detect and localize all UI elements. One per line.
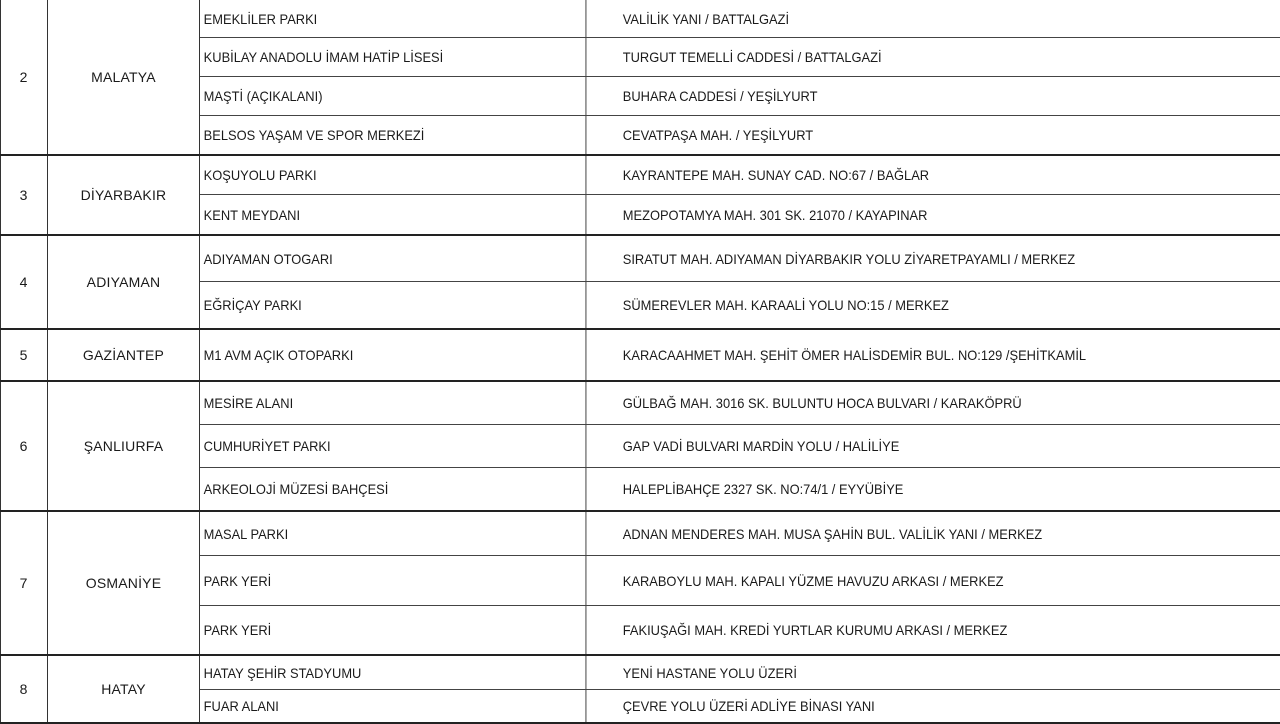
place-address: YENİ HASTANE YOLU ÜZERİ (622, 664, 797, 681)
row-number: 2 (0, 0, 48, 154)
place-address: SÜMEREVLER MAH. KARAALİ YOLU NO:15 / MERKEZ (622, 297, 949, 313)
city-block (0, 330, 1280, 382)
row-number: 6 (0, 382, 48, 510)
table-left-border (0, 512, 1, 654)
location-rows (200, 236, 1280, 328)
place-address: CEVATPAŞA MAH. / YEŞİLYURT (622, 127, 814, 143)
city-name: ŞANLIURFA (48, 382, 200, 510)
place-name: ADIYAMAN OTOGARI (200, 236, 586, 281)
place-name: BELSOS YAŞAM VE SPOR MERKEZİ (200, 116, 586, 154)
table-left-border (0, 156, 1, 234)
location-rows (200, 512, 1280, 654)
place-name: KENT MEYDANI (200, 195, 586, 234)
table-left-border (0, 0, 1, 154)
place-address: VALİLİK YANI / BATTALGAZİ (622, 10, 790, 27)
place-address: BUHARA CADDESİ / YEŞİLYURT (622, 88, 818, 104)
place-name: FUAR ALANI (200, 690, 586, 722)
table-row (200, 656, 1280, 690)
city-block (0, 236, 1280, 330)
place-name: MESİRE ALANI (200, 382, 586, 424)
place-address: ÇEVRE YOLU ÜZERİ ADLİYE BİNASI YANI (622, 698, 875, 714)
city-name: DİYARBAKIR (48, 156, 200, 234)
location-rows (200, 156, 1280, 234)
table-row (200, 38, 1280, 77)
place-name: PARK YERİ (200, 606, 586, 654)
place-name: CUMHURİYET PARKI (200, 425, 586, 467)
table-row (200, 195, 1280, 234)
place-name: KUBİLAY ANADOLU İMAM HATİP LİSESİ (200, 38, 586, 76)
table-row (200, 425, 1280, 468)
table-row (200, 236, 1280, 282)
table-row (200, 468, 1280, 510)
table-row (200, 606, 1280, 654)
place-address: GÜLBAĞ MAH. 3016 SK. BULUNTU HOCA BULVARI / KARAKÖPRÜ (622, 395, 1022, 411)
row-number: 7 (0, 512, 48, 654)
table-row (200, 77, 1280, 116)
city-name: GAZİANTEP (48, 330, 200, 380)
place-address: MEZOPOTAMYA MAH. 301 SK. 21070 / KAYAPINAR (622, 206, 928, 223)
table-left-border (0, 330, 1, 380)
table-row (200, 690, 1280, 722)
location-rows (200, 330, 1280, 380)
city-block (0, 0, 1280, 156)
table-row (200, 0, 1280, 38)
place-name: KOŞUYOLU PARKI (200, 156, 586, 194)
location-rows (200, 656, 1280, 722)
table-row (200, 116, 1280, 154)
table-left-border (0, 656, 1, 722)
row-number: 5 (0, 330, 48, 380)
table-row (200, 382, 1280, 425)
place-name: M1 AVM AÇIK OTOPARKI (200, 330, 586, 380)
city-block (0, 512, 1280, 656)
city-block (0, 156, 1280, 236)
place-name: ARKEOLOJİ MÜZESİ BAHÇESİ (200, 468, 586, 510)
place-name: PARK YERİ (200, 556, 586, 605)
table-row (200, 512, 1280, 556)
table-row (200, 156, 1280, 195)
place-address: KARABOYLU MAH. KAPALI YÜZME HAVUZU ARKASI / MERKEZ (622, 572, 1004, 589)
place-address: TURGUT TEMELLİ CADDESİ / BATTALGAZİ (622, 49, 882, 65)
city-block (0, 382, 1280, 512)
place-address: KAYRANTEPE MAH. SUNAY CAD. NO:67 / BAĞLAR (622, 167, 930, 183)
place-name: HATAY ŞEHİR STADYUMU (200, 656, 586, 689)
location-rows (200, 382, 1280, 510)
row-number: 8 (0, 656, 48, 722)
place-address: SIRATUT MAH. ADIYAMAN DİYARBAKIR YOLU ZİYARETPAYAMLI / MERKEZ (622, 250, 1076, 267)
table-row (200, 330, 1280, 380)
place-address: KARACAAHMET MAH. ŞEHİT ÖMER HALİSDEMİR BUL. NO:129 /ŞEHİTKAMİL (622, 347, 1087, 363)
place-name: EMEKLİLER PARKI (200, 0, 586, 37)
location-rows (200, 0, 1280, 154)
city-name: OSMANİYE (48, 512, 200, 654)
city-block (0, 656, 1280, 724)
place-name: MASAL PARKI (200, 512, 586, 555)
place-address: FAKIUŞAĞI MAH. KREDİ YURTLAR KURUMU ARKASI / MERKEZ (622, 622, 1008, 638)
table-row (200, 282, 1280, 328)
city-name: ADIYAMAN (48, 236, 200, 328)
row-number: 4 (0, 236, 48, 328)
place-address: ADNAN MENDERES MAH. MUSA ŞAHİN BUL. VALİLİK YANI / MERKEZ (622, 525, 1043, 542)
city-name: HATAY (48, 656, 200, 722)
table-row (200, 556, 1280, 606)
row-number: 3 (0, 156, 48, 234)
place-address: GAP VADİ BULVARI MARDİN YOLU / HALİLİYE (622, 438, 900, 454)
city-name: MALATYA (48, 0, 200, 154)
table-left-border (0, 382, 1, 510)
place-name: MAŞTİ (AÇIKALANI) (200, 77, 586, 115)
place-name: EĞRİÇAY PARKI (200, 282, 586, 328)
place-address: HALEPLİBAHÇE 2327 SK. NO:74/1 / EYYÜBİYE (622, 481, 904, 497)
table-left-border (0, 236, 1, 328)
